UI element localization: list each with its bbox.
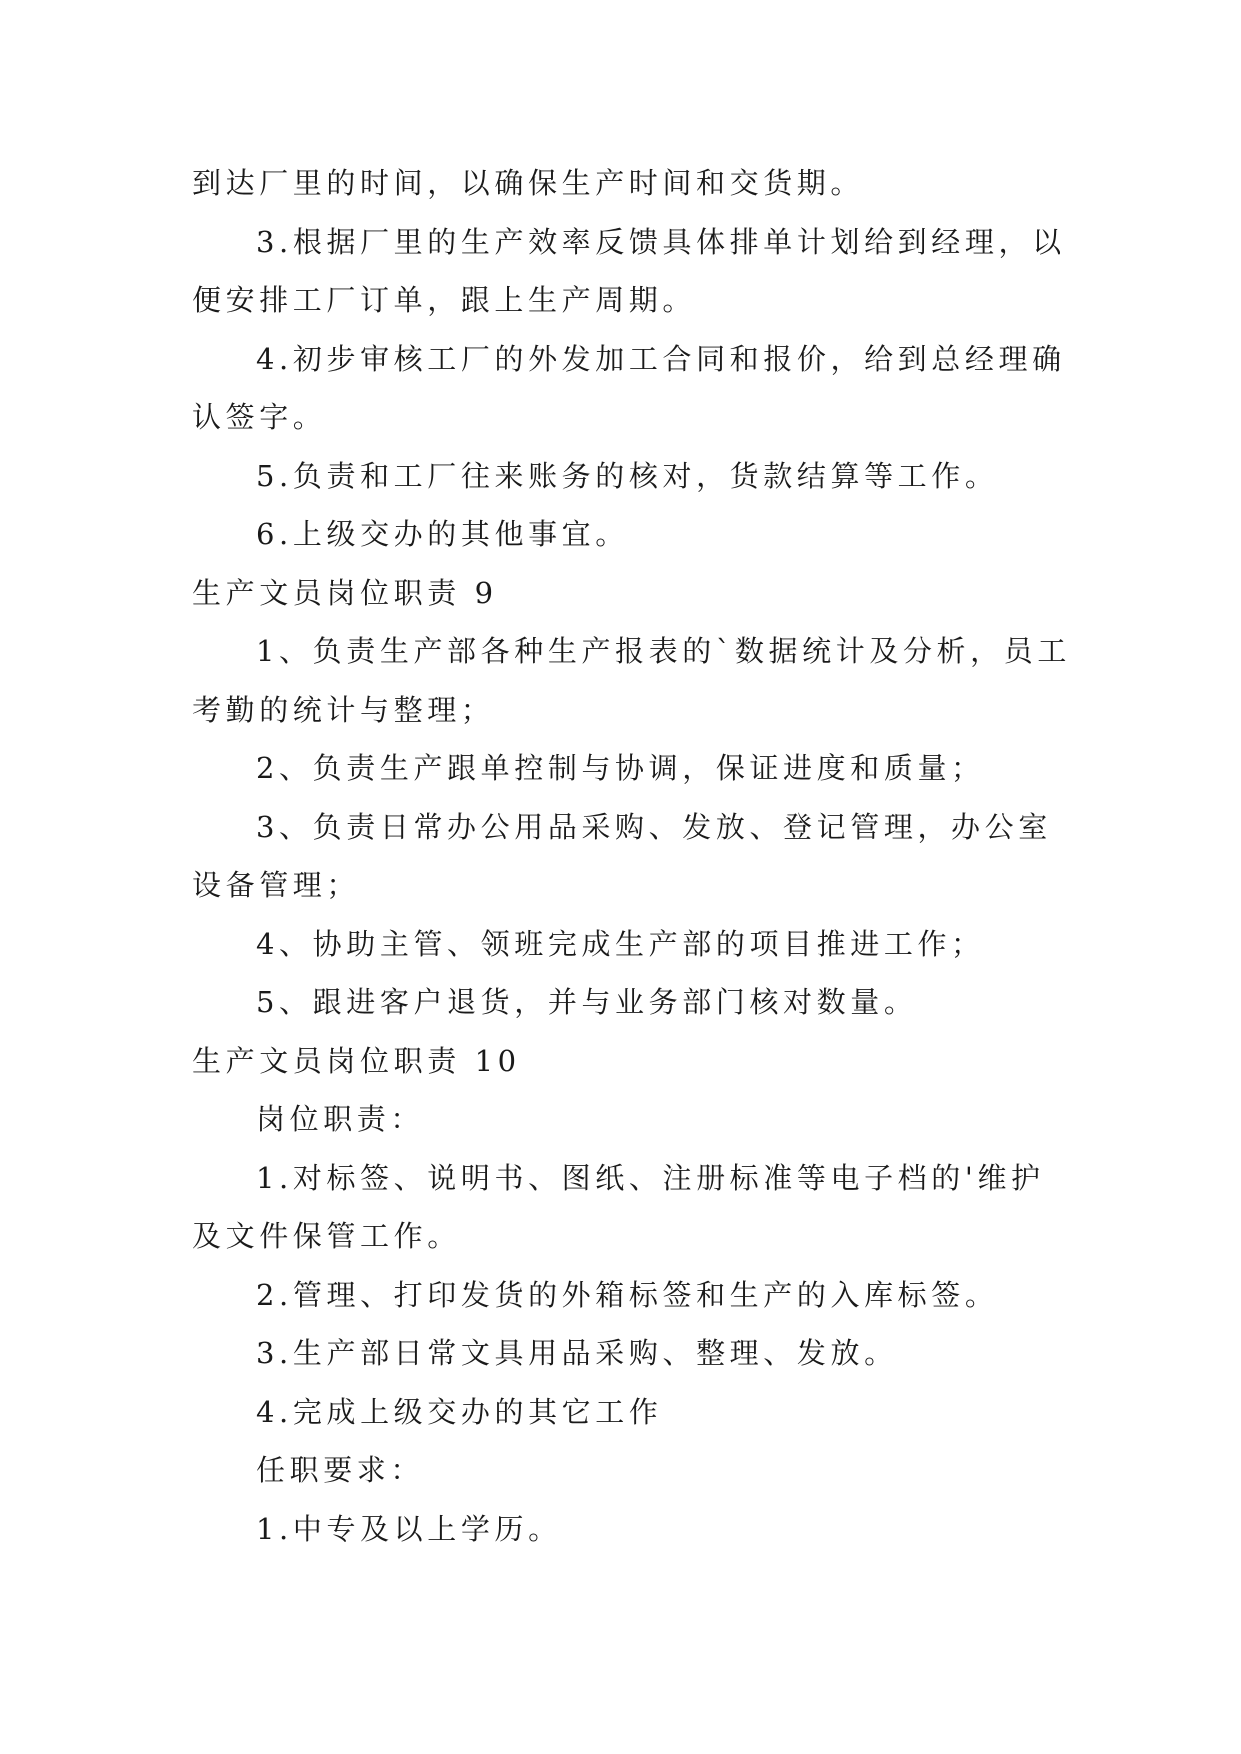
text-line: 4、协助主管、领班完成生产部的项目推进工作； [256,926,985,961]
text-line: 设备管理； [192,868,361,902]
text-line: 1、负责生产部各种生产报表的`数据统计及分析，员工 [256,634,1071,668]
text-line: 到达厂里的时间，以确保生产时间和交货期。 [192,166,865,200]
text-line: 3.根据厂里的生产效率反馈具体排单计划给到经理，以 [256,224,1066,259]
text-line: 4.完成上级交办的其它工作 [256,1394,663,1429]
text-line: 5.负责和工厂往来账务的核对，货款结算等工作。 [256,458,999,493]
text-line: 2.管理、打印发货的外箱标签和生产的入库标签。 [256,1277,999,1312]
text-line: 及文件保管工作。 [192,1219,461,1253]
text-line: 考勤的统计与整理； [192,692,495,727]
text-line: 便安排工厂订单，跟上生产周期。 [192,283,697,317]
text-line: 认签字。 [192,400,327,434]
text-line: 3、负责日常办公用品采购、发放、登记管理，办公室 [256,809,1052,844]
text-line: 3.生产部日常文具用品采购、整理、发放。 [256,1336,898,1370]
subheading: 岗位职责： [256,1102,425,1136]
text-line: 1.对标签、说明书、图纸、注册标准等电子档的'维护 [256,1160,1045,1195]
text-line: 6.上级交办的其他事宜。 [256,517,629,551]
text-line: 5、跟进客户退货，并与业务部门核对数量。 [256,985,918,1019]
document-body [192,154,1071,1558]
text-line: 4.初步审核工厂的外发加工合同和报价，给到总经理确 [256,341,1066,376]
text-line: 2、负责生产跟单控制与协调，保证进度和质量； [256,751,985,785]
section-heading: 生产文员岗位职责 10 [192,1043,521,1078]
text-line: 1.中专及以上学历。 [256,1511,562,1546]
section-heading: 生产文员岗位职责 9 [192,575,498,610]
subheading: 任职要求： [256,1453,425,1487]
